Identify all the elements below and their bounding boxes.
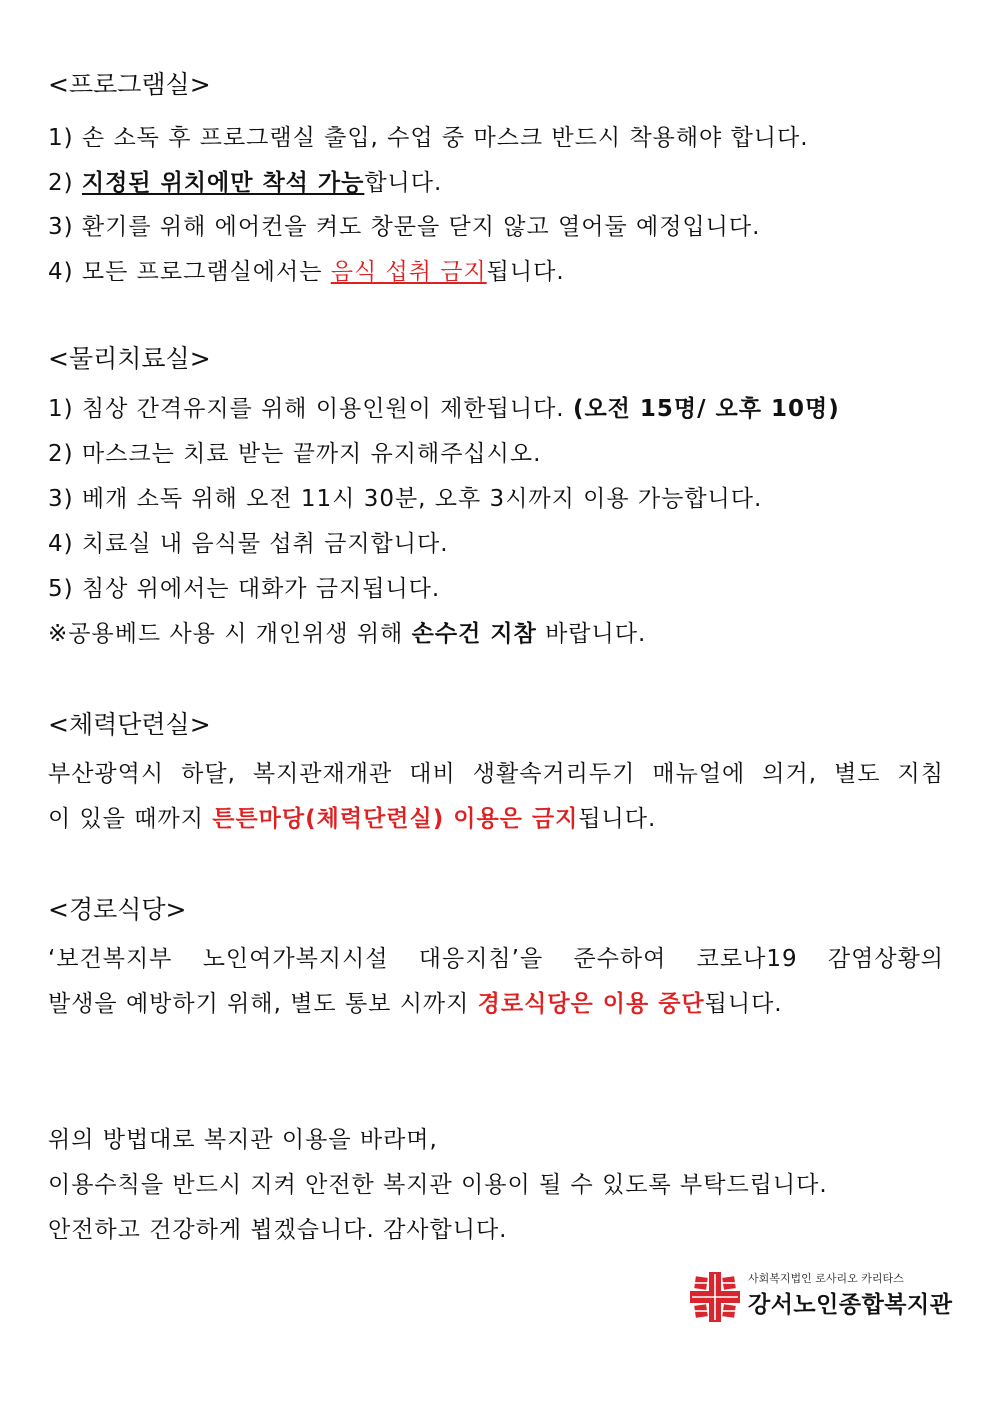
note-rest: 바랍니다. xyxy=(536,621,647,647)
warning-text: 음식 섭취 금지 xyxy=(330,259,487,285)
text-rest: 됩니다. xyxy=(704,991,783,1017)
physio-rule-4: 4) 치료실 내 음식물 섭취 금지합니다. xyxy=(48,531,449,557)
program-rule-2 xyxy=(48,167,442,199)
emphasis-text: 손수건 지참 xyxy=(411,621,537,647)
note-prefix: ※공용베드 사용 시 개인위생 위해 xyxy=(48,621,412,647)
rule-prefix: 1) 침상 간격유지를 위해 이용인원이 제한됩니다. xyxy=(48,396,573,422)
physio-note xyxy=(48,618,646,650)
closing-line-2: 이용수칙을 반드시 지켜 안전한 복지관 이용이 될 수 있도록 부탁드립니다. xyxy=(48,1172,828,1198)
dining-text-line-1: ‘보건복지부 노인여가복지시설 대응지침’을 준수하여 코로나19 감염상황의 xyxy=(48,946,944,972)
text-prefix: 이 있을 때까지 xyxy=(48,806,213,832)
rule-number: 2) xyxy=(48,170,82,196)
section-heading-program: <프로그램실> xyxy=(48,70,211,99)
organization-logo xyxy=(688,1268,953,1328)
closing-line-3: 안전하고 건강하게 뵙겠습니다. 감사합니다. xyxy=(48,1217,508,1243)
emphasis-text: 지정된 위치에만 착석 가능 xyxy=(81,170,365,196)
dining-text-line-2 xyxy=(48,988,783,1020)
program-rule-1: 1) 손 소독 후 프로그램실 출입, 수업 중 마스크 반드시 착용해야 합니다. xyxy=(48,125,809,151)
closing-line-1: 위의 방법대로 복지관 이용을 바라며, xyxy=(48,1127,438,1153)
emphasis-text: (오전 15명/ 오후 10명) xyxy=(572,396,840,422)
physio-rule-5: 5) 침상 위에서는 대화가 금지됩니다. xyxy=(48,576,441,602)
text-prefix: 발생을 예방하기 위해, 별도 통보 시까지 xyxy=(48,991,478,1017)
program-rule-4 xyxy=(48,256,565,288)
rule-rest: 합니다. xyxy=(364,170,443,196)
fitness-text-line-1: 부산광역시 하달, 복지관재개관 대비 생활속거리두기 매뉴얼에 의거, 별도 지침 xyxy=(48,761,944,787)
text-rest: 됩니다. xyxy=(578,806,657,832)
section-heading-dining: <경로식당> xyxy=(48,895,187,924)
logo-organization-name: 강서노인종합복지관 xyxy=(748,1292,953,1318)
physio-rule-3: 3) 베개 소독 위해 오전 11시 30분, 오후 3시까지 이용 가능합니다. xyxy=(48,486,763,512)
rule-rest: 됩니다. xyxy=(486,259,565,285)
program-rule-3: 3) 환기를 위해 에어컨을 켜도 창문을 닫지 않고 열어둘 예정입니다. xyxy=(48,214,761,240)
warning-text: 튼튼마당(체력단련실) 이용은 금지 xyxy=(212,806,579,832)
physio-rule-2: 2) 마스크는 치료 받는 끝까지 유지해주십시오. xyxy=(48,441,542,467)
section-heading-fitness: <체력단련실> xyxy=(48,710,211,739)
fitness-text-line-2 xyxy=(48,803,656,835)
warning-text: 경로식당은 이용 중단 xyxy=(477,991,705,1017)
rule-prefix: 4) 모든 프로그램실에서는 xyxy=(48,259,331,285)
physio-rule-1 xyxy=(48,393,840,425)
caritas-cross-icon xyxy=(688,1270,742,1324)
logo-subtitle: 사회복지법인 로사리오 카리타스 xyxy=(748,1272,904,1285)
section-heading-physio: <물리치료실> xyxy=(48,344,211,373)
